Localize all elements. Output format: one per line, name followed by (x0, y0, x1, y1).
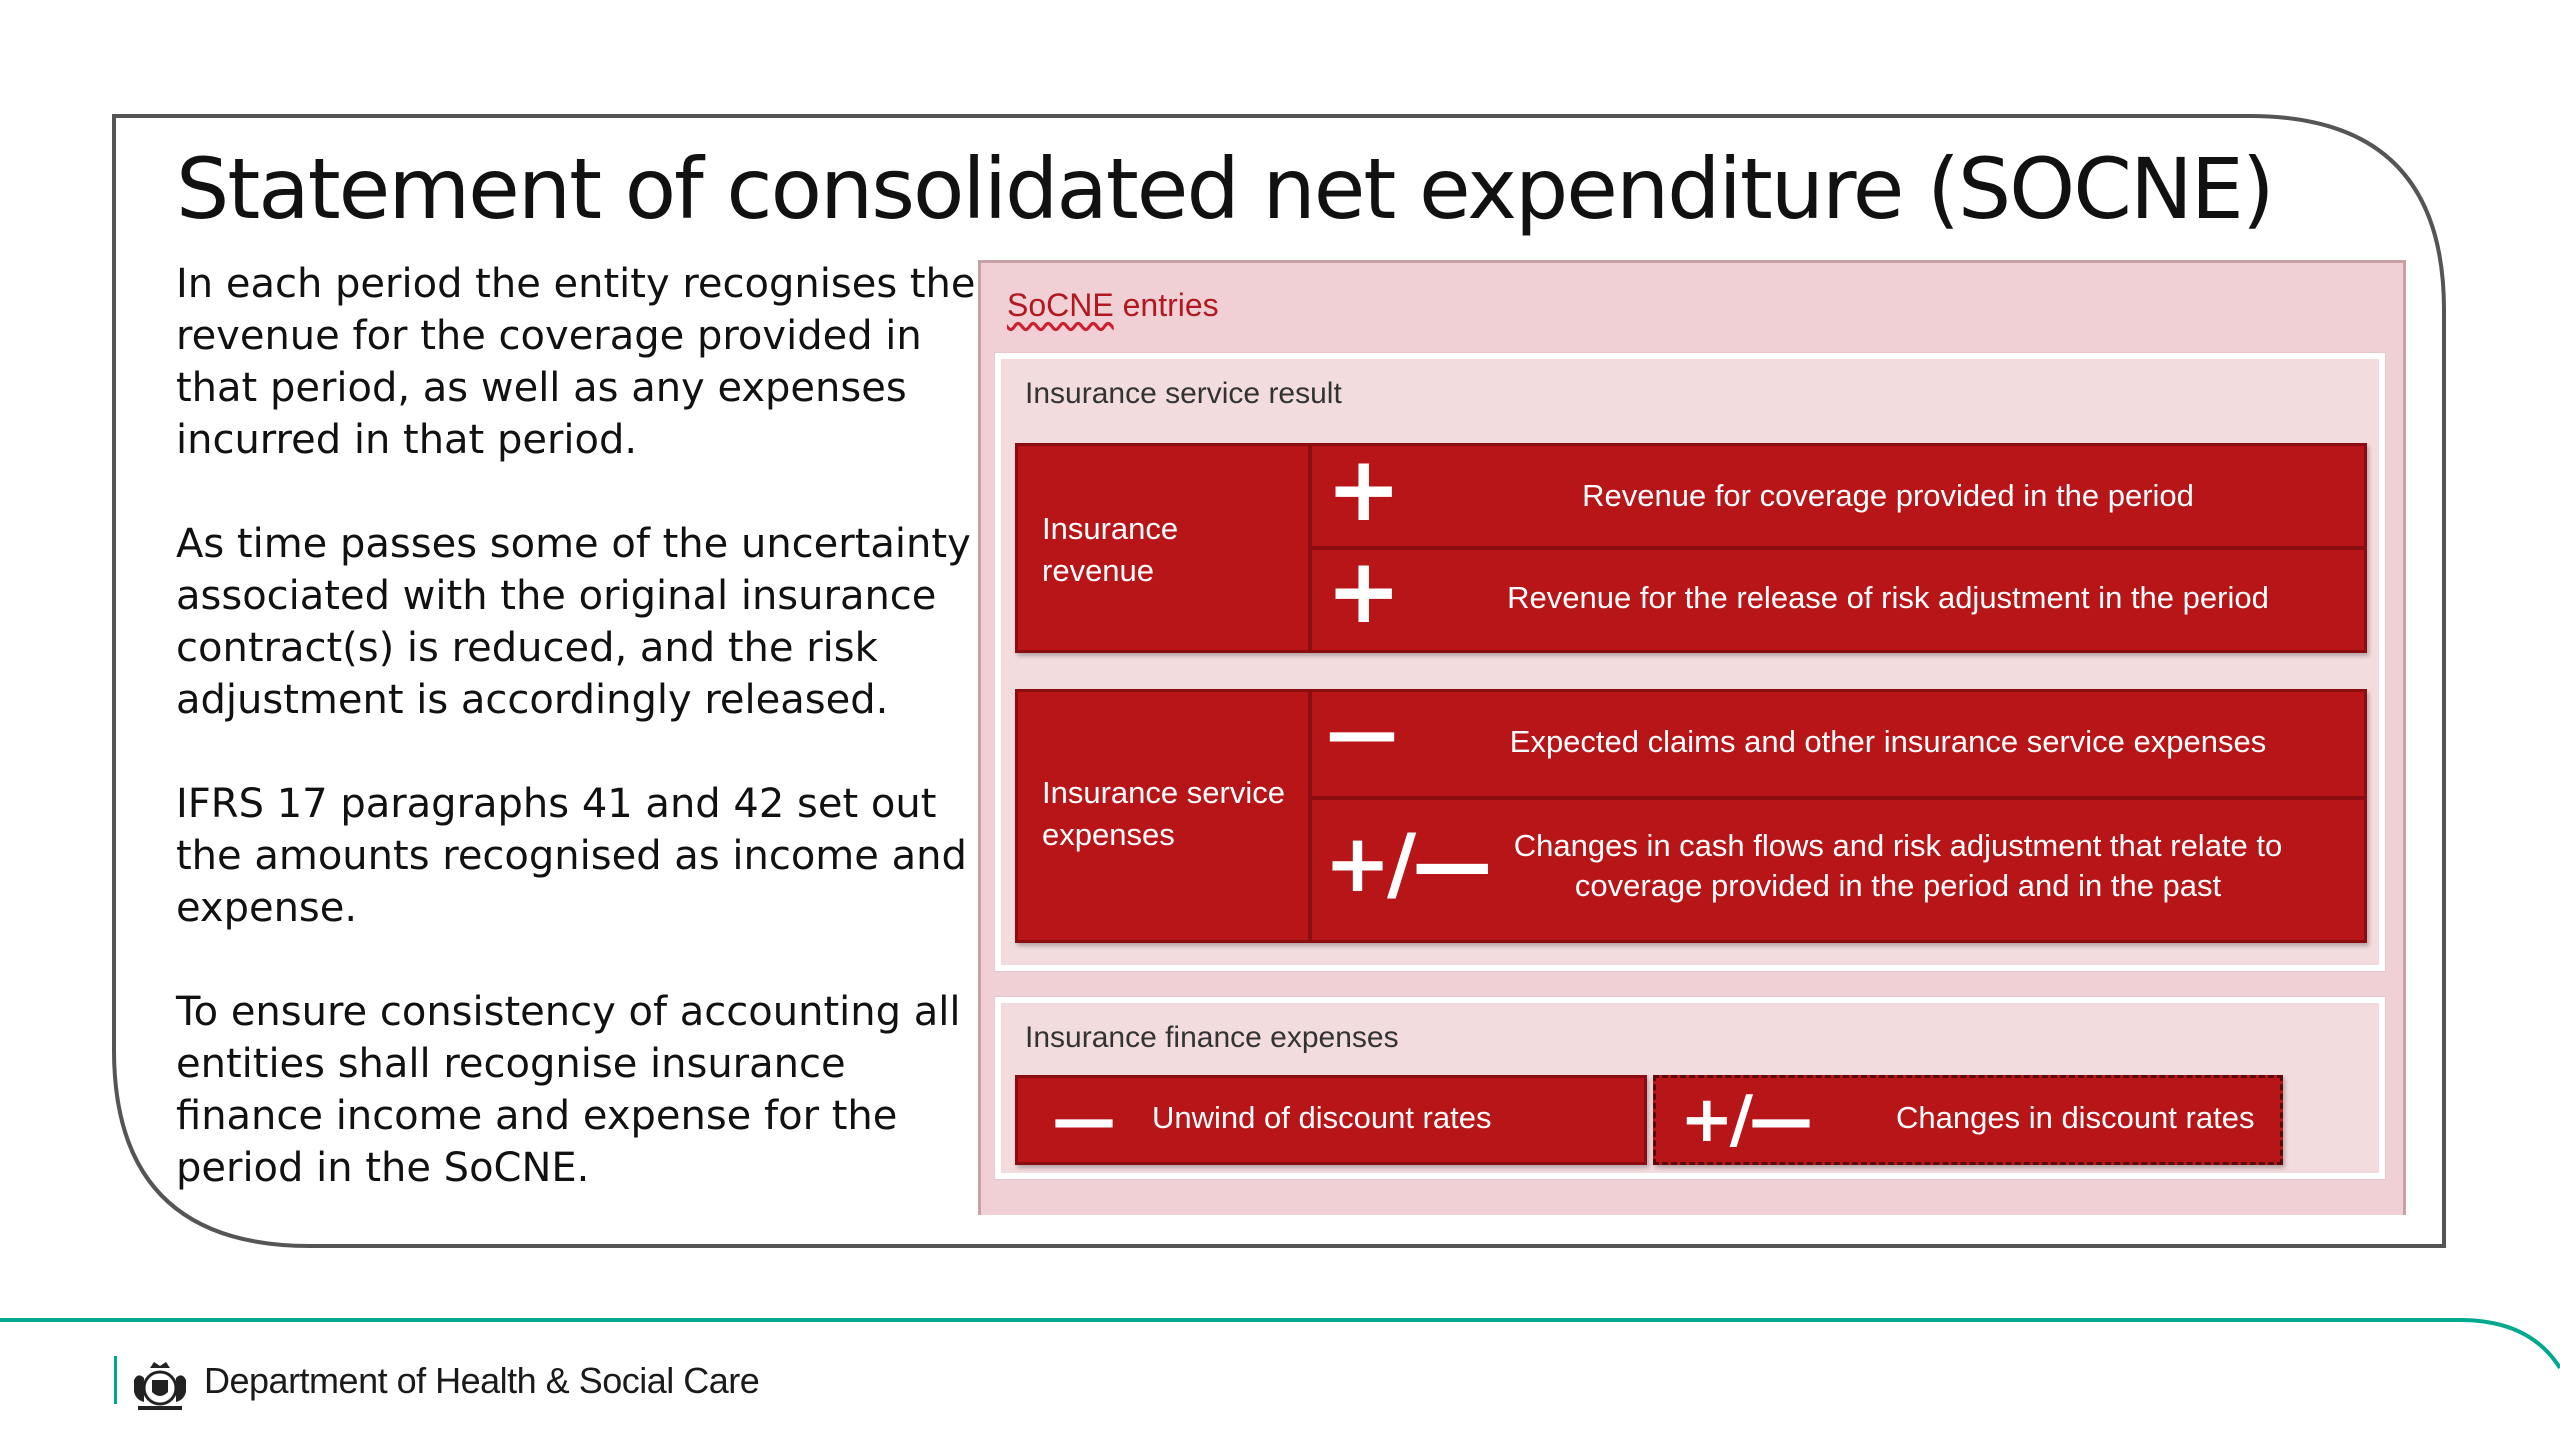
footer-divider (114, 1356, 117, 1404)
socne-entries-panel (978, 260, 2406, 1215)
minus-icon: — (1052, 1083, 1116, 1157)
slide-title: Statement of consolidated net expenditure (SOCNE) (176, 140, 2273, 238)
paragraph-consistency: To ensure consistency of accounting all entities shall recognise insurance finance income and expense for the period in the SoCNE. (176, 989, 961, 1191)
expenses-row-changes (1308, 800, 2364, 940)
plus-icon: + (1326, 437, 1402, 542)
insurance-revenue-group (1015, 437, 2367, 653)
revenue-row-risk-release-text: Revenue for the release of risk adjustment in the period (1507, 580, 2269, 615)
paragraph-uncertainty: As time passes some of the uncertainty associated with the original insurance contract(s) is reduced, and the risk adjustment is accordingly released. (176, 521, 971, 723)
unwind-discount-item (1015, 1075, 1647, 1165)
insurance-finance-expenses-section (995, 997, 2385, 1179)
revenue-row-risk-release (1308, 539, 2364, 650)
expenses-row-changes-text: Changes in cash flows and risk adjustment that relate to coverage provided in the period and in the past (1513, 828, 2283, 903)
expenses-row-claims-text: Expected claims and other insurance service expenses (1509, 724, 2267, 759)
section-label-service-result: Insurance service result (1025, 377, 1342, 410)
insurance-service-result-section (995, 353, 2385, 971)
insurance-service-expenses-group (1015, 689, 2367, 943)
body-text (176, 258, 976, 1246)
revenue-row-coverage-text: Revenue for coverage provided in the period (1582, 478, 2194, 513)
insurance-revenue-label: Insurance revenue (1042, 511, 1179, 588)
panel-title: SoCNE entries (1007, 287, 1219, 323)
department-name: Department of Health & Social Care (204, 1360, 760, 1401)
paragraph-ifrs: IFRS 17 paragraphs 41 and 42 set out the amounts recognised as income and expense. (176, 781, 967, 931)
royal-crest-icon (128, 1358, 192, 1414)
minus-icon: — (1326, 690, 1398, 774)
plus-icon: + (1326, 539, 1402, 644)
expenses-row-claims (1308, 692, 2364, 796)
changes-discount-item (1653, 1075, 2283, 1165)
paragraph-coverage: In each period the entity recognises the revenue for the coverage provided in that period, as well as any expenses incurred in that period. (176, 261, 976, 463)
insurance-service-expenses-label: Insurance service expenses (1042, 775, 1285, 852)
unwind-discount-text: Unwind of discount rates (1152, 1100, 1492, 1135)
revenue-row-coverage (1308, 437, 2364, 546)
section-label-finance-expenses: Insurance finance expenses (1025, 1021, 1399, 1054)
plus-minus-icon: +/— (1324, 817, 1489, 910)
changes-discount-text: Changes in discount rates (1896, 1100, 2255, 1135)
plus-minus-icon: +/— (1680, 1083, 1809, 1157)
